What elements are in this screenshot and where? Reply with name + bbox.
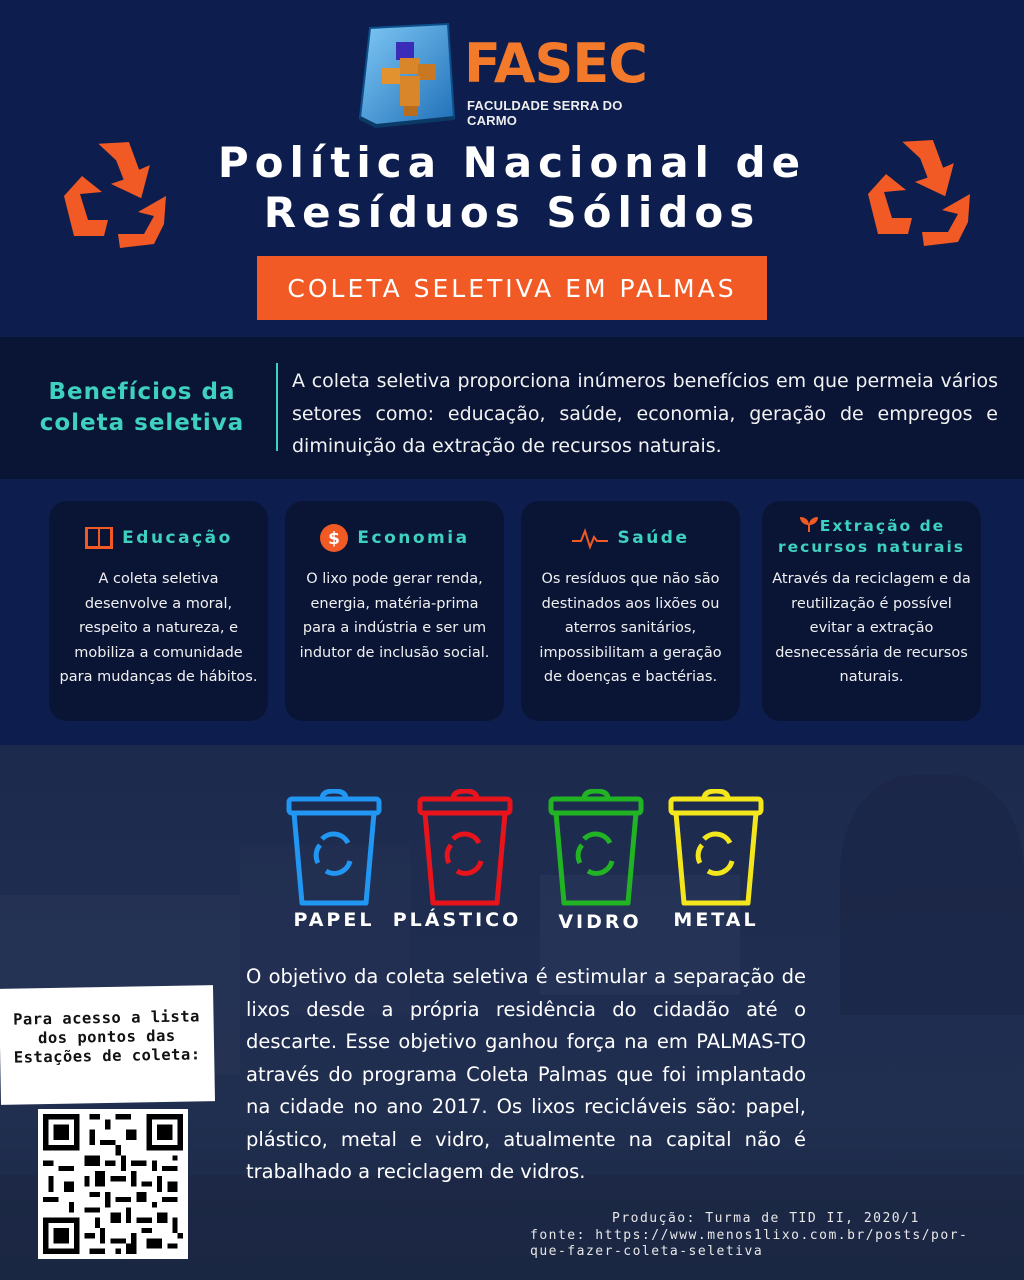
book-icon [84, 525, 114, 551]
card-title: Economia [357, 528, 470, 548]
card-title: Educação [122, 528, 233, 548]
card-text: Os resíduos que não são destinados aos lixões ou aterros sanitários, impossibilitam a geração de doenças e bactérias. [539, 571, 722, 685]
bin-label: METAL [673, 909, 759, 931]
benefits-text: A coleta seletiva proporciona inúmeros benefícios em que permeia vários setores como: educação, saúde, economia, geração de empregos e diminuição da extração de recursos naturais. [292, 370, 998, 457]
bin-label: VIDRO [558, 911, 642, 933]
credits-source: fonte: https://www.menos1lixo.com.br/posts/por-que-fazer-coleta-seletiva [530, 1227, 969, 1259]
benefits-heading [22, 377, 262, 439]
sprout-icon [798, 515, 820, 533]
card-text: O lixo pode gerar renda, energia, matéria-prima para a indústria e ser um indutor de inclusão social. [299, 571, 490, 661]
bin-icon [417, 789, 513, 907]
card-title-line-1: Extração de [819, 517, 946, 535]
card-title: Saúde [617, 528, 690, 548]
recycling-bins [0, 745, 1024, 945]
dollar-icon [319, 523, 349, 553]
subtitle-banner [257, 256, 767, 320]
card-title [762, 515, 981, 558]
bin-icon [548, 789, 644, 907]
benefits-band [0, 337, 1024, 479]
fasec-cube-icon [356, 22, 456, 130]
qr-caption: Para acesso a lista dos pontos das Estações de coleta: [12, 1007, 201, 1067]
credits-production: Produção: Turma de TID II, 2020/1 [612, 1211, 920, 1226]
qr-code[interactable] [38, 1109, 188, 1259]
benefits-heading-line-2: coleta seletiva [39, 410, 245, 436]
page-title [150, 138, 874, 238]
bin-icon [668, 789, 764, 907]
card-natural-resources [762, 501, 981, 721]
fasec-logo [356, 22, 676, 134]
bin-label: PLÁSTICO [392, 909, 522, 931]
divider [276, 363, 278, 451]
qr-caption-card [0, 985, 215, 1105]
title-line-2: Resíduos Sólidos [263, 188, 761, 237]
card-education [49, 501, 268, 721]
card-economy [285, 501, 504, 721]
header [0, 0, 1024, 337]
credits [530, 1211, 1000, 1261]
logo-name: FASEC [464, 32, 647, 95]
card-health [521, 501, 740, 721]
svg-text:$: $ [328, 529, 341, 549]
subtitle: COLETA SELETIVA EM PALMAS [287, 273, 737, 303]
benefits-heading-line-1: Benefícios da [48, 379, 236, 405]
benefit-cards [0, 479, 1024, 745]
bin-label: PAPEL [293, 909, 375, 931]
recycle-icon [858, 134, 974, 248]
logo-subtitle: FACULDADE SERRA DO CARMO [467, 98, 623, 128]
card-title-line-2: recursos naturais [777, 538, 966, 556]
bottom-section [0, 745, 1024, 1280]
title-line-1: Política Nacional de [217, 138, 807, 187]
heartbeat-icon [571, 525, 609, 551]
objective-text: O objetivo da coleta seletiva é estimular a separação de lixos desde a própria residência do cidadão até o descarte. Esse objetivo ganhou força na em PALMAS-TO através do programa Coleta Palmas que foi implantado na cidade no ano 2017. Os lixos recicláveis são: papel, plástico, metal e vidro, atualmente na capital não é trabalhado a reciclagem de vidros. [246, 965, 806, 1183]
card-text: A coleta seletiva desenvolve a moral, respeito a natureza, e mobiliza a comunidade para mudanças de hábitos. [59, 571, 258, 685]
card-text: Através da reciclagem e da reutilização é possível evitar a extração desnecessária de recursos naturais. [772, 571, 971, 685]
bin-icon [286, 789, 382, 907]
